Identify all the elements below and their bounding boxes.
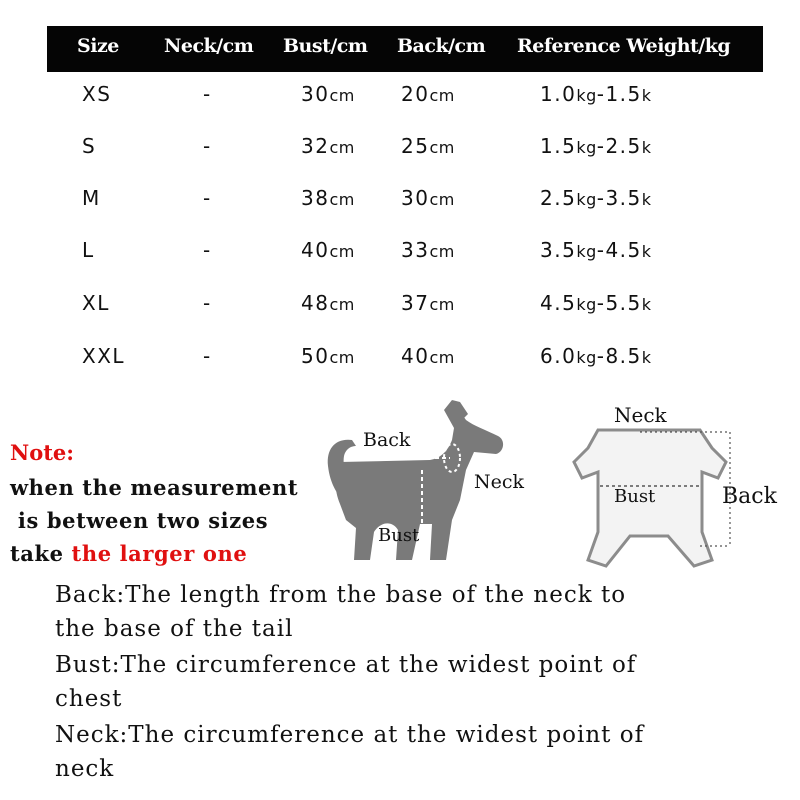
definition-line-4: chest (55, 686, 123, 712)
neck-cell: - (203, 186, 212, 210)
back-cell: 30cm (401, 186, 455, 210)
shirt-neck-label: Neck (614, 403, 667, 427)
neck-cell: - (203, 291, 212, 315)
neck-cell: - (203, 134, 212, 158)
bust-cell: 32cm (301, 134, 355, 158)
header-weight: Reference Weight/kg (517, 35, 731, 57)
dog-neck-label: Neck (474, 471, 525, 493)
weight-cell: 1.5kg-2.5k (540, 134, 652, 158)
note-highlight: the larger one (71, 541, 248, 566)
bust-cell: 50cm (301, 344, 355, 368)
size-cell: XS (82, 82, 112, 106)
neck-cell: - (203, 82, 212, 106)
definition-line-1: Back:The length from the base of the neck to (55, 582, 627, 608)
definition-line-5: Neck:The circumference at the widest point of (55, 722, 645, 748)
header-neck: Neck/cm (164, 35, 254, 57)
note-line-2: is between two sizes (10, 508, 269, 533)
back-cell: 20cm (401, 82, 455, 106)
bust-cell: 40cm (301, 238, 355, 262)
back-cell: 25cm (401, 134, 455, 158)
weight-cell: 1.0kg-1.5k (540, 82, 652, 106)
weight-cell: 2.5kg-3.5k (540, 186, 652, 210)
definition-line-6: neck (55, 756, 115, 782)
note-title: Note: (10, 440, 75, 465)
size-cell: XL (82, 291, 110, 315)
definition-line-2: the base of the tail (55, 616, 294, 642)
shirt-back-label: Back (722, 484, 777, 509)
shirt-bust-label: Bust (614, 486, 656, 507)
neck-cell: - (203, 238, 212, 262)
bust-cell: 38cm (301, 186, 355, 210)
weight-cell: 3.5kg-4.5k (540, 238, 652, 262)
dog-back-label: Back (363, 429, 411, 451)
size-cell: M (82, 186, 101, 210)
weight-cell: 6.0kg-8.5k (540, 344, 652, 368)
weight-cell: 4.5kg-5.5k (540, 291, 652, 315)
note-line-1: when the measurement (10, 475, 299, 500)
back-cell: 40cm (401, 344, 455, 368)
size-cell: L (82, 238, 95, 262)
header-size: Size (77, 35, 119, 57)
bust-cell: 30cm (301, 82, 355, 106)
back-cell: 37cm (401, 291, 455, 315)
dog-bust-label: Bust (378, 525, 420, 546)
definition-line-3: Bust:The circumference at the widest point of (55, 652, 637, 678)
bust-cell: 48cm (301, 291, 355, 315)
size-cell: S (82, 134, 97, 158)
header-bust: Bust/cm (283, 35, 368, 57)
neck-cell: - (203, 344, 212, 368)
note-prefix: take (10, 541, 72, 566)
back-cell: 33cm (401, 238, 455, 262)
size-cell: XXL (82, 344, 126, 368)
header-back: Back/cm (397, 35, 486, 57)
